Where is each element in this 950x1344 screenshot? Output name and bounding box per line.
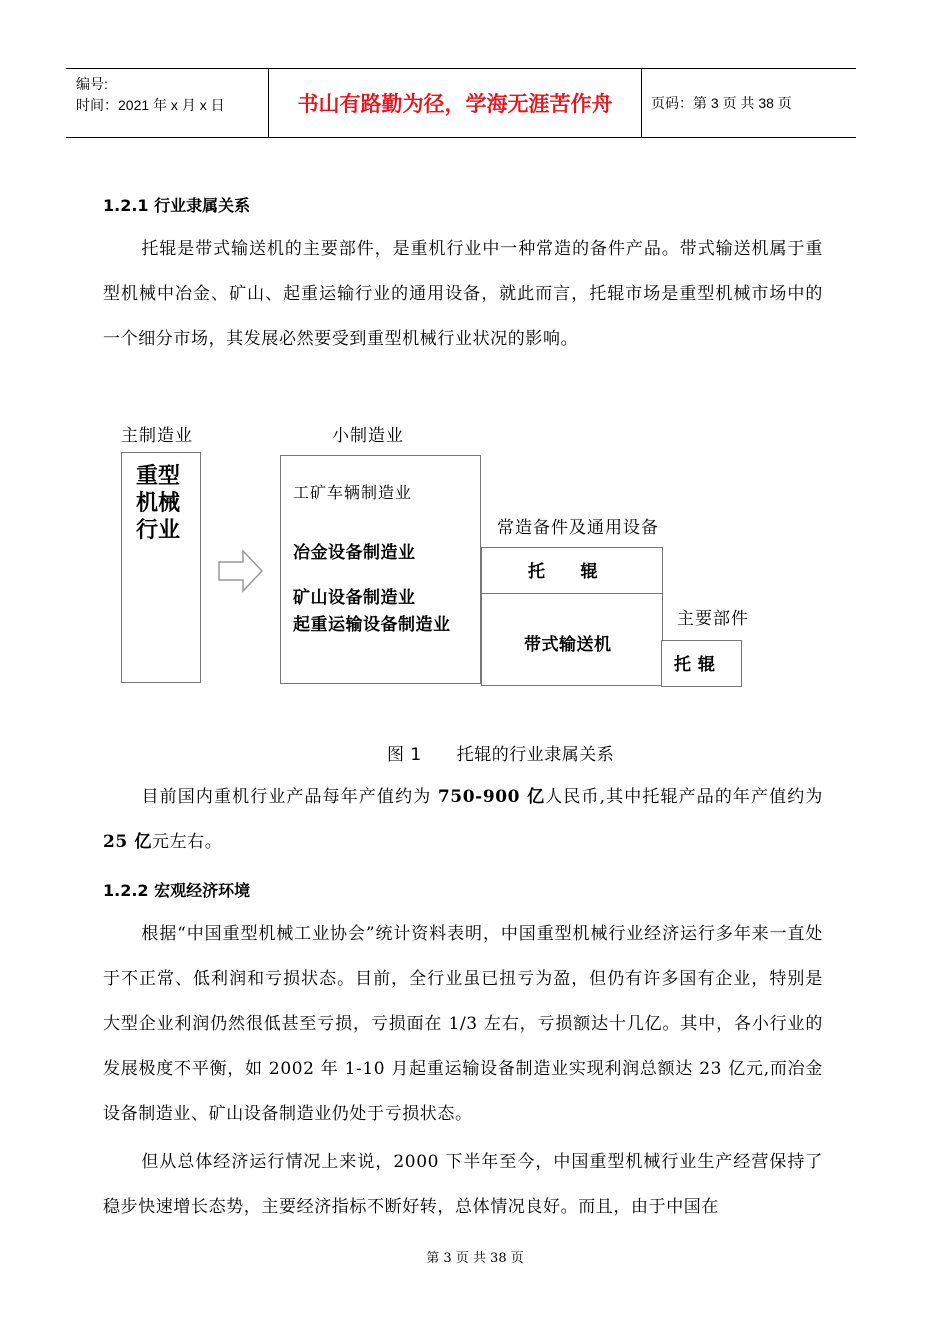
main-industry-text: 重型机械行业 <box>136 464 181 543</box>
paragraph-text: 但从总体经济运行情况上来说，2000 下半年至今，中国重型机械行业生产经营保持了稳步快速增长态势，主要经济指标不断好转，总体情况良好。而且，由于中国在 <box>103 1152 823 1217</box>
box-divider <box>482 593 662 594</box>
sub-industry-item: 工矿车辆制造业 <box>293 483 413 502</box>
paragraph-text: 人民币,其中托辊产品的年产值约为 <box>545 787 823 807</box>
page-footer: 第 3 页 共 38 页 <box>426 1251 524 1266</box>
section-heading: 1.2.1 行业隶属关系 <box>103 196 251 215</box>
doc-number-label: 编号: <box>76 76 108 92</box>
paragraph-text: 托辊是带式输送机的主要部件，是重机行业中一种常造的备件产品。带式输送机属于重型机械中冶金、矿山、起重运输行业的通用设备，就此而言，托辊市场是重型机械市场中的一个细分市场，其发展必然要受到重型机械行业状况的影响。 <box>103 239 823 349</box>
sub-industry-label: 小制造业 <box>332 426 404 446</box>
paragraph <box>103 775 823 865</box>
value-bold: 25 亿 <box>103 832 152 852</box>
sub-industry-item: 起重运输设备制造业 <box>293 615 451 635</box>
spare-item-idler: 托 辊 <box>528 562 598 582</box>
sub-industry-item: 冶金设备制造业 <box>293 543 416 563</box>
header-page-info: 页码：第 3 页 共 38 页 <box>651 95 792 111</box>
paragraph <box>103 227 823 362</box>
spare-parts-label: 常造备件及通用设备 <box>497 518 659 538</box>
header-meta <box>76 74 225 116</box>
spare-item-conveyor: 带式输送机 <box>524 635 612 655</box>
main-industry-box <box>121 452 201 683</box>
figure-caption: 图 1 托辊的行业隶属关系 <box>387 745 615 765</box>
doc-time: 时间：2021 年 x 月 x 日 <box>76 97 225 113</box>
paragraph <box>103 912 823 1137</box>
paragraph-text: 目前国内重机行业产品每年产值约为 <box>141 787 438 807</box>
paragraph <box>103 1140 823 1230</box>
arrow-right-icon <box>217 548 265 594</box>
main-parts-item: 托 辊 <box>674 655 716 675</box>
main-parts-label: 主要部件 <box>677 609 749 629</box>
paragraph-text: 元左右。 <box>151 832 223 852</box>
section-heading: 1.2.2 宏观经济环境 <box>103 881 251 900</box>
sub-industry-item: 矿山设备制造业 <box>293 588 416 608</box>
page-header <box>66 68 856 138</box>
value-bold: 750-900 亿 <box>437 787 546 807</box>
main-industry-label: 主制造业 <box>121 426 193 446</box>
paragraph-text: 根据“中国重型机械工业协会”统计资料表明，中国重型机械行业经济运行多年来一直处于不正常、低利润和亏损状态。目前，全行业虽已扭亏为盈，但仍有许多国有企业，特别是大型企业利润仍然很低甚至亏损，亏损面在 1/3 左右，亏损额达十几亿。其中，各小行业的发展极度不平衡，如 2002 年 1-10 月起重运输设备制造业实现利润总额达 23 亿元,而冶金设备制造业、矿山设备制造业仍处于亏损状态。 <box>103 924 823 1124</box>
header-motto: 书山有路勤为径，学海无涯苦作舟 <box>297 92 613 116</box>
